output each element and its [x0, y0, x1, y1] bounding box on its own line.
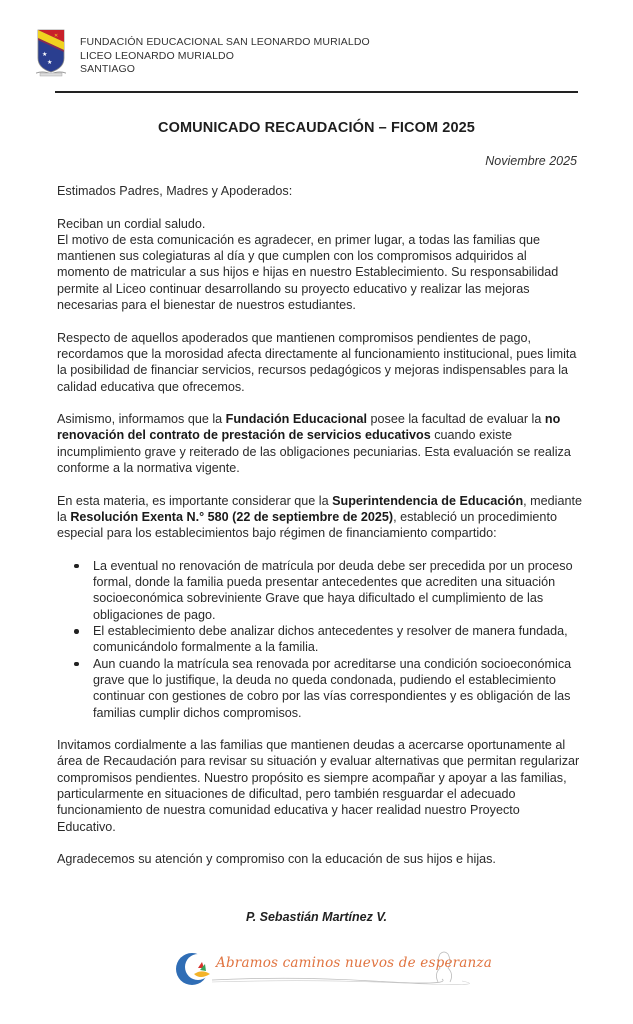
svg-text:✕: ✕: [54, 33, 59, 39]
svg-text:★: ★: [47, 60, 53, 66]
footer-banner: [172, 948, 492, 990]
bold-foundation: Fundación Educacional: [225, 412, 368, 427]
paragraph-thanks: Agradecemos su atención y compromiso con la educación de sus hijos e hijas.: [57, 852, 496, 867]
bold-resolution: Resolución Exenta N.° 580 (22 de septiembre de 2025): [70, 509, 394, 524]
foundation-name: FUNDACIÓN EDUCACIONAL SAN LEONARDO MURIALDO: [80, 36, 370, 48]
school-crest-icon: [36, 28, 66, 80]
document-title: COMUNICADO RECAUDACIÓN – FICOM 2025: [158, 120, 475, 136]
svg-text:★: ★: [42, 52, 48, 58]
list-item-text: Aun cuando la matrícula sea renovada por acreditarse una condición socioeconómica grave que lo justifique, la deuda no queda condonada, pudiendo el establecimiento continuar con gestiones de cobro por las vías correspondientes y es obligación de las familias cumplir dichos compromisos.: [93, 656, 572, 720]
list-item-text: El establecimiento debe analizar dichos antecedentes y resolver de manera fundada, comunicándolo formalmente a la familia.: [93, 624, 568, 655]
document-date: Noviembre 2025: [485, 154, 577, 168]
list-item-text: La eventual no renovación de matrícula por deuda debe ser precedida por un proceso formal, donde la familia pueda presentar antecedentes que acrediten una situación socioeconómica sobreviniente Grave que haya dificultado el cumplimiento de las obligaciones de pago.: [93, 558, 573, 622]
svg-text:✕: ✕: [56, 41, 61, 47]
paragraph-arrears: Respecto de aquellos apoderados que mantienen compromisos pendientes de pago, recordamos que la morosidad afecta directamente al funcionamiento institucional, pues limita la posibilidad de financiar servicios, recursos pedagógicos y mejoras indispensables para la calidad educativa que ofrecemos.: [57, 330, 577, 394]
greeting: Estimados Padres, Madres y Apoderados:: [57, 184, 293, 198]
motto-text: Abramos caminos nuevos de esperanza: [216, 955, 492, 971]
salutation-line: Reciban un cordial saludo.: [57, 216, 206, 231]
letterhead: [36, 28, 370, 80]
organization-name: [80, 36, 370, 77]
text-span: posee la facultad de evaluar la: [367, 412, 545, 427]
header-divider: [55, 91, 578, 93]
text-span: cuando existe incumplimiento grave y reiterado de las obligaciones pecuniarias. Esta evaluación se realiza conforme a la normativa vigente.: [57, 428, 571, 476]
bullet-icon: [74, 662, 79, 667]
bullet-icon: [74, 629, 79, 634]
text-span: , estableció un procedimiento especial para los establecimientos bajo régimen de financiamiento compartido:: [57, 509, 557, 541]
procedure-list: [57, 558, 582, 721]
text-span: , mediante la: [57, 493, 582, 524]
bold-non-renewal: no renovación del contrato de prestación de servicios educativos: [57, 412, 561, 443]
list-item: [93, 656, 582, 721]
paragraph-non-renewal: [57, 411, 582, 476]
city-name: SANTIAGO: [80, 63, 136, 75]
paragraph-superintendencia: [57, 493, 582, 542]
text-span: En esta materia, es importante considerar que la: [57, 493, 333, 508]
bold-superintendencia: Superintendencia de Educación: [332, 493, 524, 508]
letter-body: [57, 183, 582, 884]
paragraph-gratitude: El motivo de esta comunicación es agradecer, en primer lugar, a todas las familias que mantienen sus colegiaturas al día y que cumplen con los compromisos adquiridos al momento de matricular a sus hijos e hijas en nuestro Establecimiento. Su responsabilidad permite al Liceo continuar desarrollando su proyecto educativo y realizar las mejoras necesarias para el bienestar de nuestros estudiantes.: [57, 232, 559, 313]
paragraph-invitation: Invitamos cordialmente a las familias que mantienen deudas a acercarse oportunamente al área de Recaudación para revisar su situación y evaluar alternativas que permitan regularizar compromisos pendientes. Nuestro propósito es siempre acompañar y apoyar a las familias, particularmente en situaciones de dificultad, pero también resguardar el adecuado funcionamiento de nuestra comunidad educativa y hacer realidad nuestro Proyecto Educativo.: [57, 738, 580, 834]
list-item: [93, 558, 582, 623]
signature: P. Sebastián Martínez V.: [245, 910, 388, 924]
list-item: [93, 623, 582, 656]
text-span: Asimismo, informamos que la: [57, 412, 226, 427]
bullet-icon: [74, 564, 79, 569]
school-name: LICEO LEONARDO MURIALDO: [80, 49, 234, 62]
